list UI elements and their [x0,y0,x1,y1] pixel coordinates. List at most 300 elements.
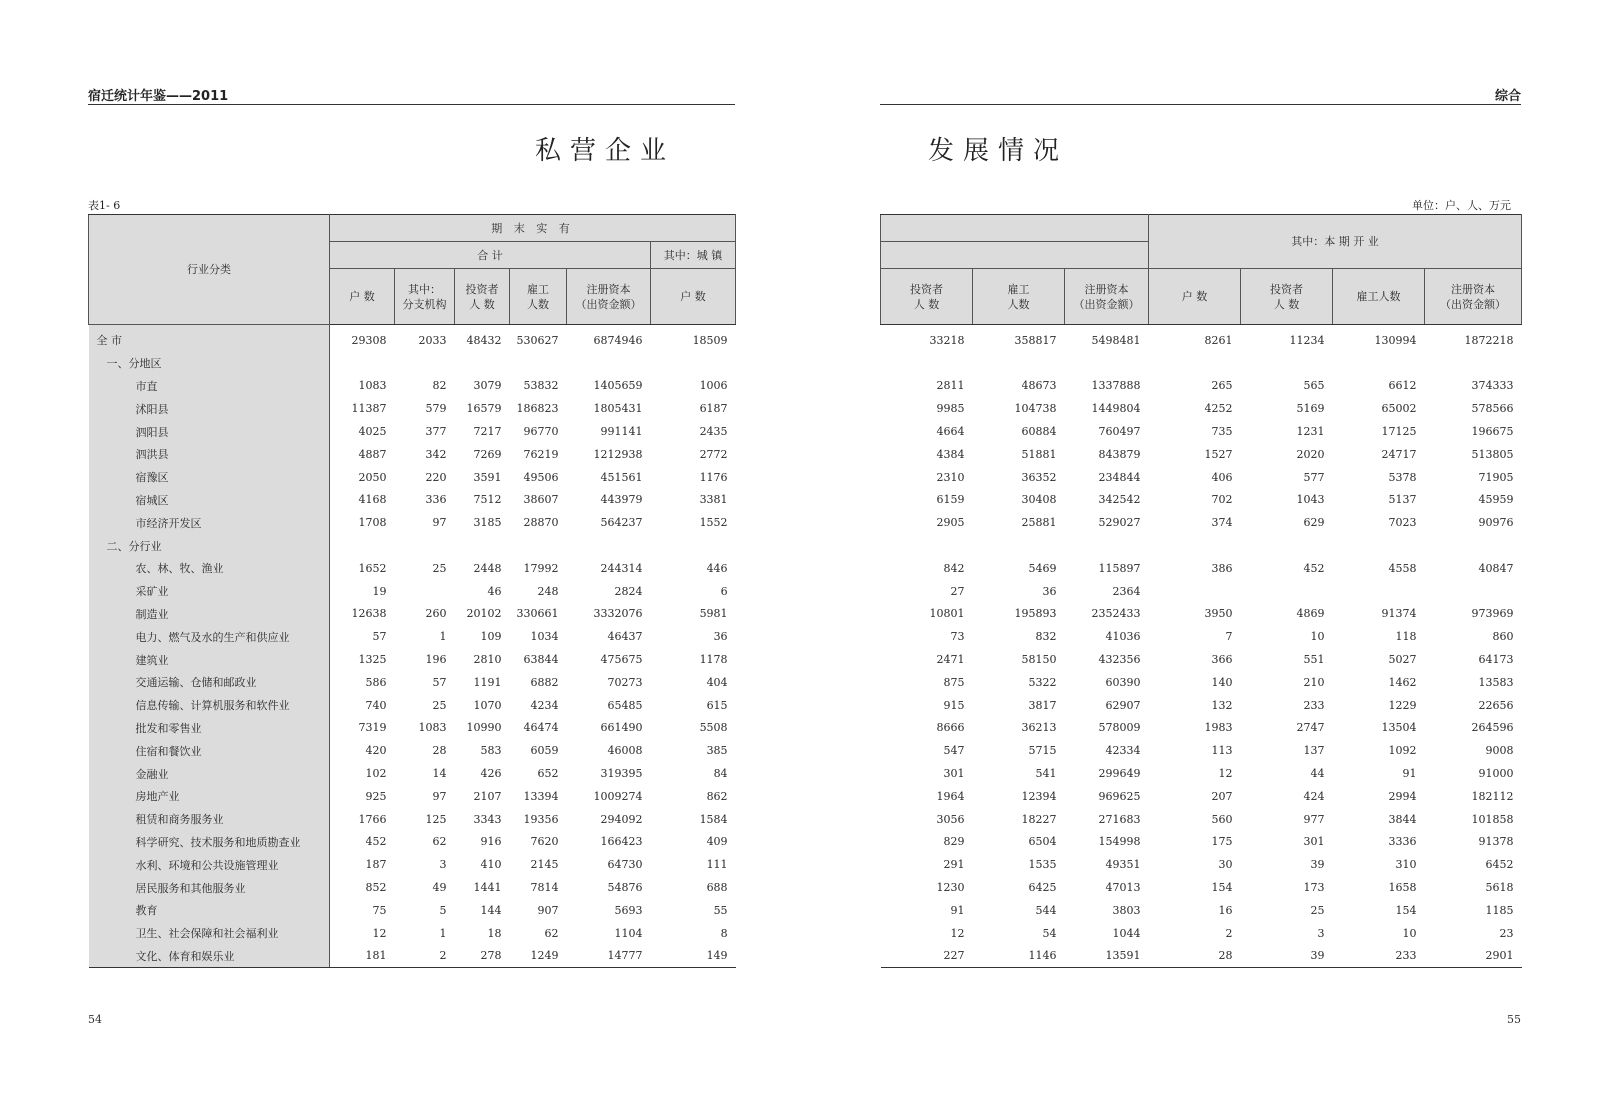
cell-n-cap: 45959 [1478,493,1514,507]
row-category: 教育 [89,899,330,922]
cell-u-inv: 2310 [936,470,965,484]
cell-n-hh: 30 [1218,858,1233,872]
cell-n-cap: 90976 [1478,516,1514,530]
table-number: 表1- 6 [88,199,121,212]
cell-u-inv: 9985 [936,402,965,416]
table-row [881,397,1522,420]
cell-u-inv: 91 [950,903,965,917]
cell-hh: 4025 [330,420,395,443]
cell-u-emp: 104738 [1014,402,1057,416]
cell-cap: 443979 [600,493,643,507]
cell-inv: 16579 [466,402,502,416]
table-row [89,443,736,466]
cell-n-cap: 182112 [1471,789,1514,803]
cell-n-inv: 977 [1303,812,1325,826]
header-urban-investors: 投资者 人 数 [881,269,973,325]
cell-u-hh [651,352,736,375]
cell-cap: 54876 [607,881,643,895]
cell-inv: 3185 [473,516,502,530]
table-row [881,603,1522,626]
cell-n-emp: 3336 [1388,835,1417,849]
cell-inv: 3079 [473,379,502,393]
cell-inv: 1441 [473,881,502,895]
cell-u-cap: 342542 [1098,493,1141,507]
cell-u-inv: 829 [943,835,965,849]
row-category: 制造业 [89,603,330,626]
cell-u-hh: 6 [720,584,728,598]
cell-u-cap: 41036 [1105,630,1141,644]
cell-u-emp: 30408 [1021,493,1057,507]
cell-inv: 2810 [473,653,502,667]
cell-emp: 1034 [530,630,559,644]
cell-hh: 4168 [330,489,395,512]
cell-n-cap: 513805 [1471,447,1514,461]
row-category: 一、分地区 [89,352,330,375]
cell-u-cap: 578009 [1098,721,1141,735]
cell-u-cap: 2364 [1112,584,1141,598]
cell-hh: 187 [330,853,395,876]
cell-u-inv: 227 [881,945,973,968]
cell-u-hh: 111 [706,858,728,872]
cell-u-inv: 875 [943,675,965,689]
cell-br: 28 [432,744,447,758]
cell-u-cap: 5498481 [1091,333,1141,347]
cell-n-inv: 39 [1241,945,1333,968]
cell-u-inv: 4384 [936,447,965,461]
cell-u-cap: 42334 [1105,744,1141,758]
cell-n-emp: 154 [1395,903,1417,917]
cell-n-emp: 17125 [1381,425,1417,439]
cell-u-emp: 195893 [1014,607,1057,621]
cell-n-cap: 973969 [1471,607,1514,621]
cell-emp: 330661 [516,607,559,621]
table-row [881,785,1522,808]
cell-cap: 70273 [607,675,643,689]
cell-cap: 65485 [607,698,643,712]
cell-inv: 7217 [473,425,502,439]
cell-br: 57 [432,675,447,689]
cell-n-hh: 560 [1211,812,1233,826]
cell-cap [567,352,651,375]
cell-u-hh: 688 [706,881,728,895]
cell-n-inv: 1231 [1296,425,1325,439]
cell-n-inv: 5169 [1296,402,1325,416]
cell-u-emp: 36352 [1021,470,1057,484]
cell-hh: 75 [330,899,395,922]
cell-u-emp [973,352,1065,375]
cell-n-inv: 39 [1310,858,1325,872]
title-left: 私营企业 [535,136,676,166]
cell-br: 342 [425,447,447,461]
cell-u-cap: 1449804 [1091,402,1141,416]
cell-br: 1 [439,926,447,940]
cell-hh: 181 [330,945,395,968]
cell-u-hh: 1006 [699,379,728,393]
cell-n-inv: 577 [1303,470,1325,484]
cell-emp: 62 [544,926,559,940]
cell-u-emp: 51881 [1021,447,1057,461]
table-row [881,534,1522,557]
table-row [89,625,736,648]
cell-hh [330,534,395,557]
cell-hh: 4887 [330,443,395,466]
table-row [89,466,736,489]
cell-n-cap: 91000 [1478,767,1514,781]
table-row [89,808,736,831]
table-row [881,671,1522,694]
cell-u-hh: 2772 [699,447,728,461]
cell-n-inv: 301 [1303,835,1325,849]
cell-u-hh: 84 [713,767,728,781]
cell-emp: 4234 [530,698,559,712]
table-row [89,922,736,945]
cell-n-cap [1425,352,1522,375]
header-opened-capital: 注册资本 （出资金额） [1425,269,1522,325]
cell-n-inv: 629 [1303,516,1325,530]
cell-emp: 7620 [530,835,559,849]
cell-u-hh: 5508 [699,721,728,735]
cell-inv: 7269 [473,447,502,461]
cell-n-hh [1149,534,1241,557]
cell-u-hh: 446 [706,561,728,575]
cell-n-hh: 265 [1211,379,1233,393]
cell-u-hh [651,534,736,557]
cell-u-hh: 149 [651,945,736,968]
cell-inv [455,534,510,557]
cell-n-emp: 1229 [1388,698,1417,712]
cell-cap: 46008 [607,744,643,758]
table-row [89,762,736,785]
cell-u-hh: 1178 [699,653,728,667]
cell-u-inv [881,534,973,557]
cell-n-inv: 551 [1303,653,1325,667]
cell-cap: 1405659 [593,379,643,393]
cell-u-inv: 2811 [936,379,965,393]
cell-n-emp: 5378 [1388,470,1417,484]
cell-u-cap: 271683 [1098,812,1141,826]
cell-hh: 12638 [330,603,395,626]
cell-br: 97 [432,516,447,530]
cell-n-inv [1241,580,1333,603]
cell-n-hh [1149,580,1241,603]
cell-u-hh: 1176 [699,470,728,484]
cell-u-hh: 1584 [699,812,728,826]
cell-n-cap: 9008 [1485,744,1514,758]
row-category: 水利、环境和公共设施管理业 [89,853,330,876]
cell-br: 2 [395,945,455,968]
cell-n-cap: 860 [1492,630,1514,644]
row-category: 租赁和商务服务业 [89,808,330,831]
cell-cap: 451561 [600,470,643,484]
header-period-end: 期 末 实 有 [330,215,736,242]
cell-hh: 1083 [330,375,395,398]
cell-cap: 991141 [600,425,643,439]
cell-hh: 57 [330,625,395,648]
cell-n-hh: 3950 [1204,607,1233,621]
cell-cap: 6874946 [593,333,643,347]
cell-cap: 1805431 [593,402,643,416]
cell-hh: 1766 [330,808,395,831]
cell-n-emp: 5137 [1388,493,1417,507]
cell-n-cap: 91378 [1478,835,1514,849]
cell-u-emp: 36 [1042,584,1057,598]
cell-n-hh: 366 [1211,653,1233,667]
cell-cap: 46437 [607,630,643,644]
row-category: 市直 [89,375,330,398]
cell-u-emp [973,534,1065,557]
table-row [89,717,736,740]
cell-emp: 1249 [510,945,567,968]
cell-br [395,352,455,375]
cell-emp: 53832 [523,379,559,393]
cell-cap: 1009274 [593,789,643,803]
cell-n-cap: 196675 [1471,425,1514,439]
table-row [881,557,1522,580]
cell-u-emp: 832 [1035,630,1057,644]
cell-u-cap: 60390 [1105,675,1141,689]
cell-u-emp: 5322 [1028,675,1057,689]
cell-u-hh: 18509 [692,333,728,347]
cell-u-inv: 4664 [936,425,965,439]
unit-note: 单位：户、人、万元 [1412,199,1511,212]
cell-br: 2033 [418,333,447,347]
cell-n-cap: 264596 [1471,721,1514,735]
cell-n-emp: 1092 [1388,744,1417,758]
cell-u-hh: 3381 [699,493,728,507]
header-opened-employees: 雇工人数 [1333,269,1425,325]
cell-n-cap: 578566 [1471,402,1514,416]
cell-br: 336 [425,493,447,507]
cell-inv: 46 [487,584,502,598]
cell-n-inv [1241,534,1333,557]
cell-n-cap: 101858 [1471,812,1514,826]
cell-n-hh: 406 [1211,470,1233,484]
cell-br: 220 [425,470,447,484]
cell-n-cap: 22656 [1478,698,1514,712]
cell-u-cap: 969625 [1098,789,1141,803]
cell-br: 1 [439,630,447,644]
cell-n-hh: 374 [1211,516,1233,530]
cell-hh: 1652 [330,557,395,580]
cell-br: 82 [432,379,447,393]
row-category: 泗洪县 [89,443,330,466]
table-row [89,375,736,398]
cell-n-inv: 1043 [1296,493,1325,507]
cell-cap: 5693 [614,903,643,917]
cell-u-emp: 58150 [1021,653,1057,667]
table-row [881,717,1522,740]
table-right [880,214,1522,968]
header-urban-capital: 注册资本 （出资金额） [1065,269,1149,325]
cell-hh: 29308 [330,325,395,352]
header-urban-households: 户 数 [651,269,736,325]
cell-n-cap: 5618 [1485,881,1514,895]
cell-u-hh: 1552 [699,516,728,530]
cell-u-emp: 48673 [1021,379,1057,393]
cell-u-cap: 1337888 [1091,379,1141,393]
cell-u-inv [881,352,973,375]
cell-u-inv: 6159 [936,493,965,507]
cell-u-inv: 8666 [936,721,965,735]
row-category: 房地产业 [89,785,330,808]
cell-n-hh: 207 [1211,789,1233,803]
cell-n-emp: 233 [1333,945,1425,968]
cell-emp: 63844 [523,653,559,667]
cell-n-inv: 10 [1310,630,1325,644]
cell-u-inv: 73 [950,630,965,644]
cell-u-cap: 234844 [1098,470,1141,484]
cell-hh: 925 [330,785,395,808]
header-households: 户 数 [330,269,395,325]
cell-u-emp: 358817 [1014,333,1057,347]
row-category: 采矿业 [89,580,330,603]
cell-u-hh: 55 [713,903,728,917]
cell-n-emp: 91 [1402,767,1417,781]
cell-br: 125 [425,812,447,826]
header-blank-top [881,215,1149,242]
cell-u-hh: 862 [706,789,728,803]
cell-n-inv: 565 [1303,379,1325,393]
cell-u-emp: 25881 [1021,516,1057,530]
cell-inv: 410 [480,858,502,872]
cell-u-inv: 2905 [936,516,965,530]
cell-emp: 13394 [523,789,559,803]
cell-u-cap: 49351 [1105,858,1141,872]
table-row [881,489,1522,512]
cell-u-hh: 409 [706,835,728,849]
cell-hh: 1708 [330,511,395,534]
cell-emp: 2145 [530,858,559,872]
cell-br: 260 [425,607,447,621]
cell-n-inv: 233 [1303,698,1325,712]
left-page [0,0,804,1099]
table-left [88,214,736,968]
table-row [881,808,1522,831]
header-total: 合 计 [330,242,651,269]
cell-emp: 6059 [530,744,559,758]
cell-n-inv: 2020 [1296,447,1325,461]
row-category: 农、林、牧、渔业 [89,557,330,580]
cell-inv: 278 [455,945,510,968]
header-capital: 注册资本 （出资金额） [567,269,651,325]
cell-u-cap: 299649 [1098,767,1141,781]
cell-emp: 186823 [516,402,559,416]
cell-emp [510,534,567,557]
cell-u-emp: 6425 [1028,881,1057,895]
cell-cap: 475675 [600,653,643,667]
cell-n-inv: 452 [1303,561,1325,575]
row-category: 泗阳县 [89,420,330,443]
cell-n-inv: 44 [1310,767,1325,781]
cell-br: 1083 [418,721,447,735]
row-category: 文化、体育和娱乐业 [89,945,330,968]
cell-u-cap: 3803 [1112,903,1141,917]
table-row [89,325,736,352]
row-category: 宿豫区 [89,466,330,489]
cell-u-cap: 1044 [1112,926,1141,940]
cell-cap: 166423 [600,835,643,849]
row-category: 居民服务和其他服务业 [89,876,330,899]
cell-emp: 38607 [523,493,559,507]
table-row [881,352,1522,375]
cell-emp: 7814 [530,881,559,895]
cell-u-hh: 8 [720,926,728,940]
cell-n-hh: 386 [1211,561,1233,575]
cell-u-cap: 2352433 [1091,607,1141,621]
cell-n-emp: 65002 [1381,402,1417,416]
header-rule-left [88,104,735,105]
cell-n-cap: 71905 [1478,470,1514,484]
cell-u-cap: 760497 [1098,425,1141,439]
cell-n-cap: 1872218 [1464,333,1514,347]
cell-hh: 7319 [330,717,395,740]
cell-hh: 1325 [330,648,395,671]
cell-n-hh: 4252 [1204,402,1233,416]
cell-inv: 1070 [473,698,502,712]
cell-u-hh: 385 [706,744,728,758]
cell-inv: 18 [487,926,502,940]
header-urban-employees: 雇工 人数 [973,269,1065,325]
cell-hh: 586 [330,671,395,694]
cell-u-inv: 547 [943,744,965,758]
cell-u-emp: 5715 [1028,744,1057,758]
cell-hh: 452 [330,831,395,854]
cell-inv: 109 [480,630,502,644]
cell-u-emp: 3817 [1028,698,1057,712]
cell-hh: 2050 [330,466,395,489]
cell-u-hh: 36 [713,630,728,644]
cell-hh: 19 [330,580,395,603]
row-category: 电力、燃气及水的生产和供应业 [89,625,330,648]
cell-n-inv: 210 [1303,675,1325,689]
cell-n-hh: 113 [1211,744,1233,758]
cell-n-emp: 3844 [1388,812,1417,826]
cell-n-cap: 23 [1499,926,1514,940]
cell-inv: 1191 [473,675,502,689]
cell-n-inv: 4869 [1296,607,1325,621]
cell-hh: 740 [330,694,395,717]
cell-n-hh: 175 [1211,835,1233,849]
table-row [89,671,736,694]
cell-emp: 530627 [516,333,559,347]
cell-u-emp: 12394 [1021,789,1057,803]
cell-hh: 12 [330,922,395,945]
header-rule-right [880,104,1521,105]
cell-u-emp: 36213 [1021,721,1057,735]
cell-br: 196 [425,653,447,667]
cell-emp: 6882 [530,675,559,689]
cell-n-cap: 2901 [1425,945,1522,968]
table-row [881,876,1522,899]
page-number-right: 55 [1507,1013,1521,1026]
cell-n-emp: 6612 [1388,379,1417,393]
table-row [881,899,1522,922]
cell-n-hh: 702 [1211,493,1233,507]
cell-emp: 248 [537,584,559,598]
cell-emp: 17992 [523,561,559,575]
table-row [881,625,1522,648]
cell-u-inv: 3056 [936,812,965,826]
cell-br: 14 [432,767,447,781]
cell-cap: 1212938 [593,447,643,461]
cell-inv: 144 [480,903,502,917]
cell-inv: 3591 [473,470,502,484]
cell-n-emp [1333,352,1425,375]
cell-u-cap: 13591 [1065,945,1149,968]
table-row [89,648,736,671]
cell-n-hh: 735 [1211,425,1233,439]
table-row [881,945,1522,968]
